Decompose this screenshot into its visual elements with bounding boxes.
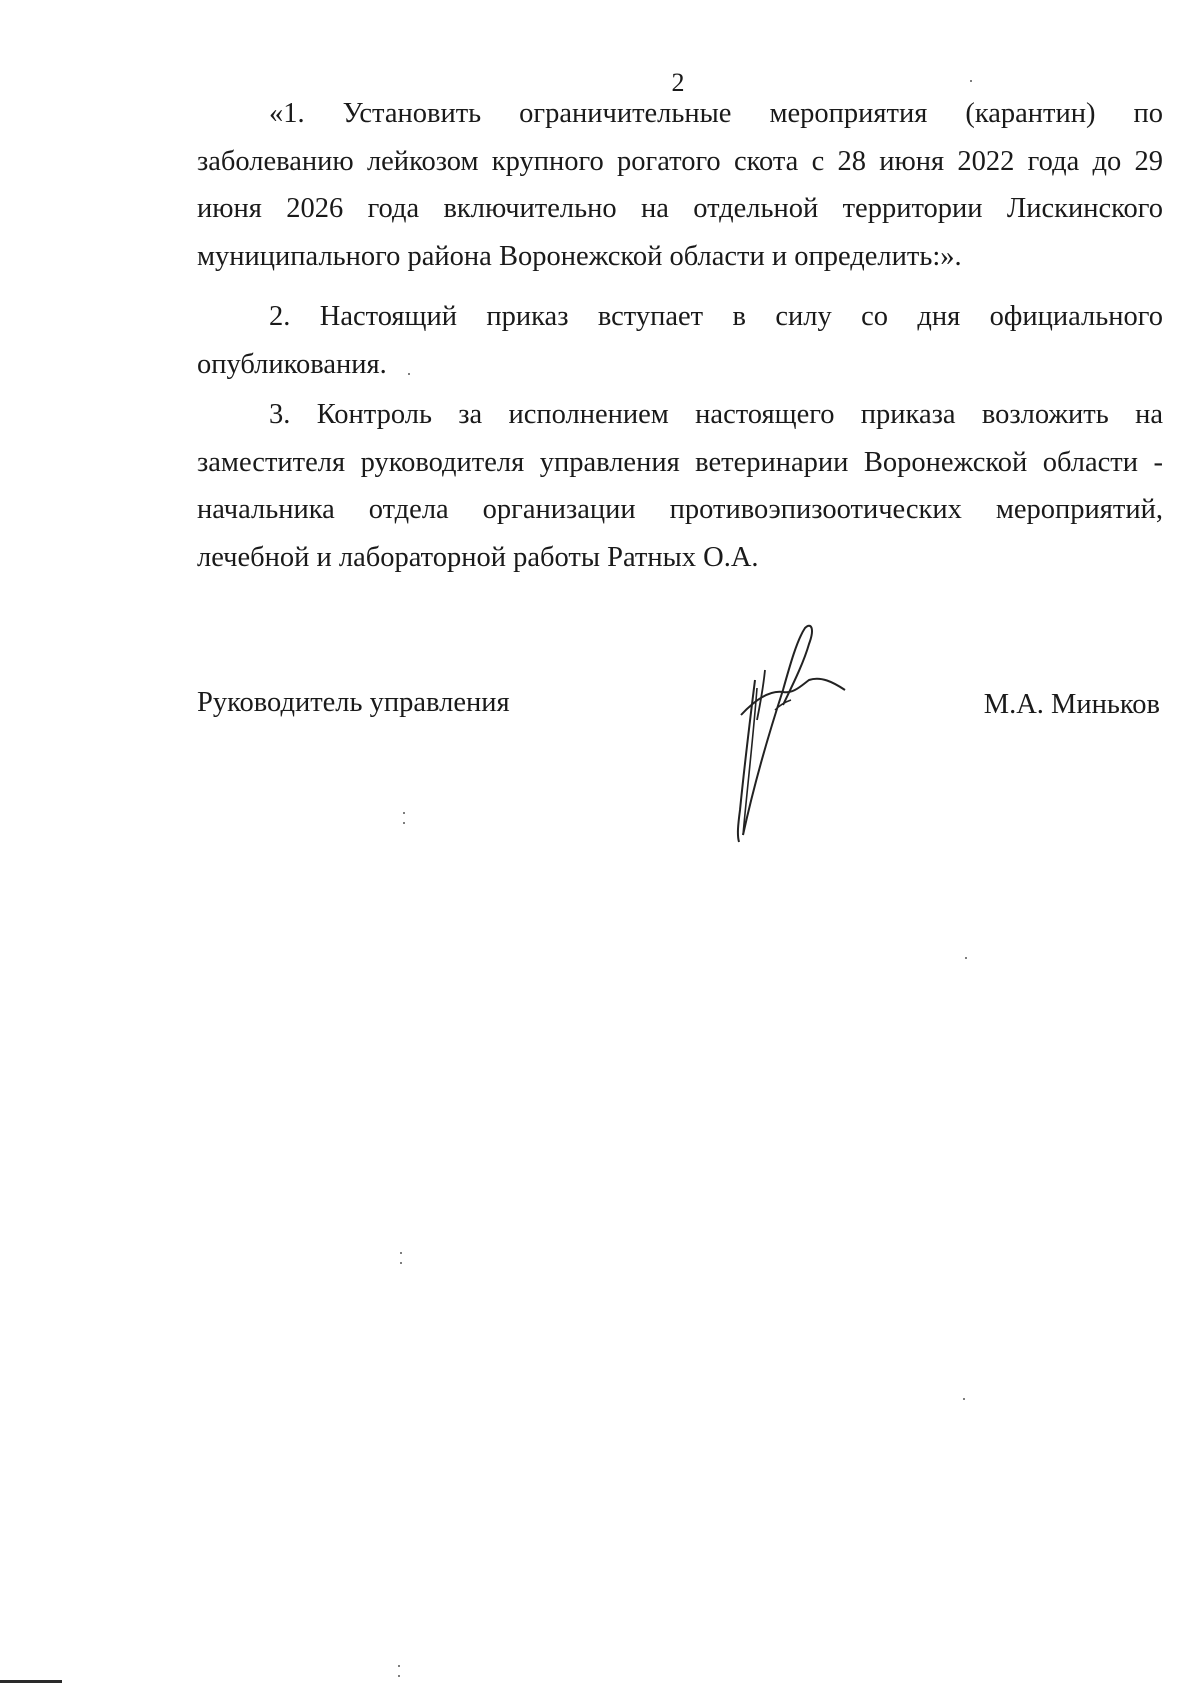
paragraph-2	[197, 293, 1163, 388]
scan-speck	[408, 373, 410, 375]
scan-speck	[963, 1398, 965, 1400]
scan-speck	[398, 1665, 400, 1667]
paragraph-1-text: «1. Установить ограничительные мероприятия (карантин) по заболеванию лейкозом крупного рогатого скота с 28 июня 2022 года до 29 июня 2026 года включительно на отдельной территории Лискинского муниципального района Воронежской области и определить:».	[197, 98, 1163, 272]
scan-speck	[400, 1262, 402, 1264]
scan-speck	[403, 812, 405, 814]
scan-speck	[398, 1675, 400, 1677]
paragraph-3	[197, 391, 1163, 581]
paragraph-1	[197, 90, 1163, 280]
handwritten-signature	[735, 620, 865, 845]
page-number: 2	[671, 68, 685, 97]
scan-speck	[403, 822, 405, 824]
scan-edge-line	[0, 1680, 62, 1683]
paragraph-2-text: 2. Настоящий приказ вступает в силу со дня официального опубликования.	[197, 301, 1163, 380]
paragraph-3-text: 3. Контроль за исполнением настоящего приказа возложить на заместителя руководителя управления ветеринарии Воронежской области - начальника отдела организации противоэпизоотических мероприятий, лечебной и лабораторной работы Ратных О.А.	[197, 399, 1163, 573]
scan-speck	[970, 80, 972, 82]
scan-speck	[965, 957, 967, 959]
scan-speck	[400, 1252, 402, 1254]
signer-position-title: Руководитель управления	[197, 687, 510, 718]
signer-name: М.А. Миньков	[983, 689, 1160, 720]
